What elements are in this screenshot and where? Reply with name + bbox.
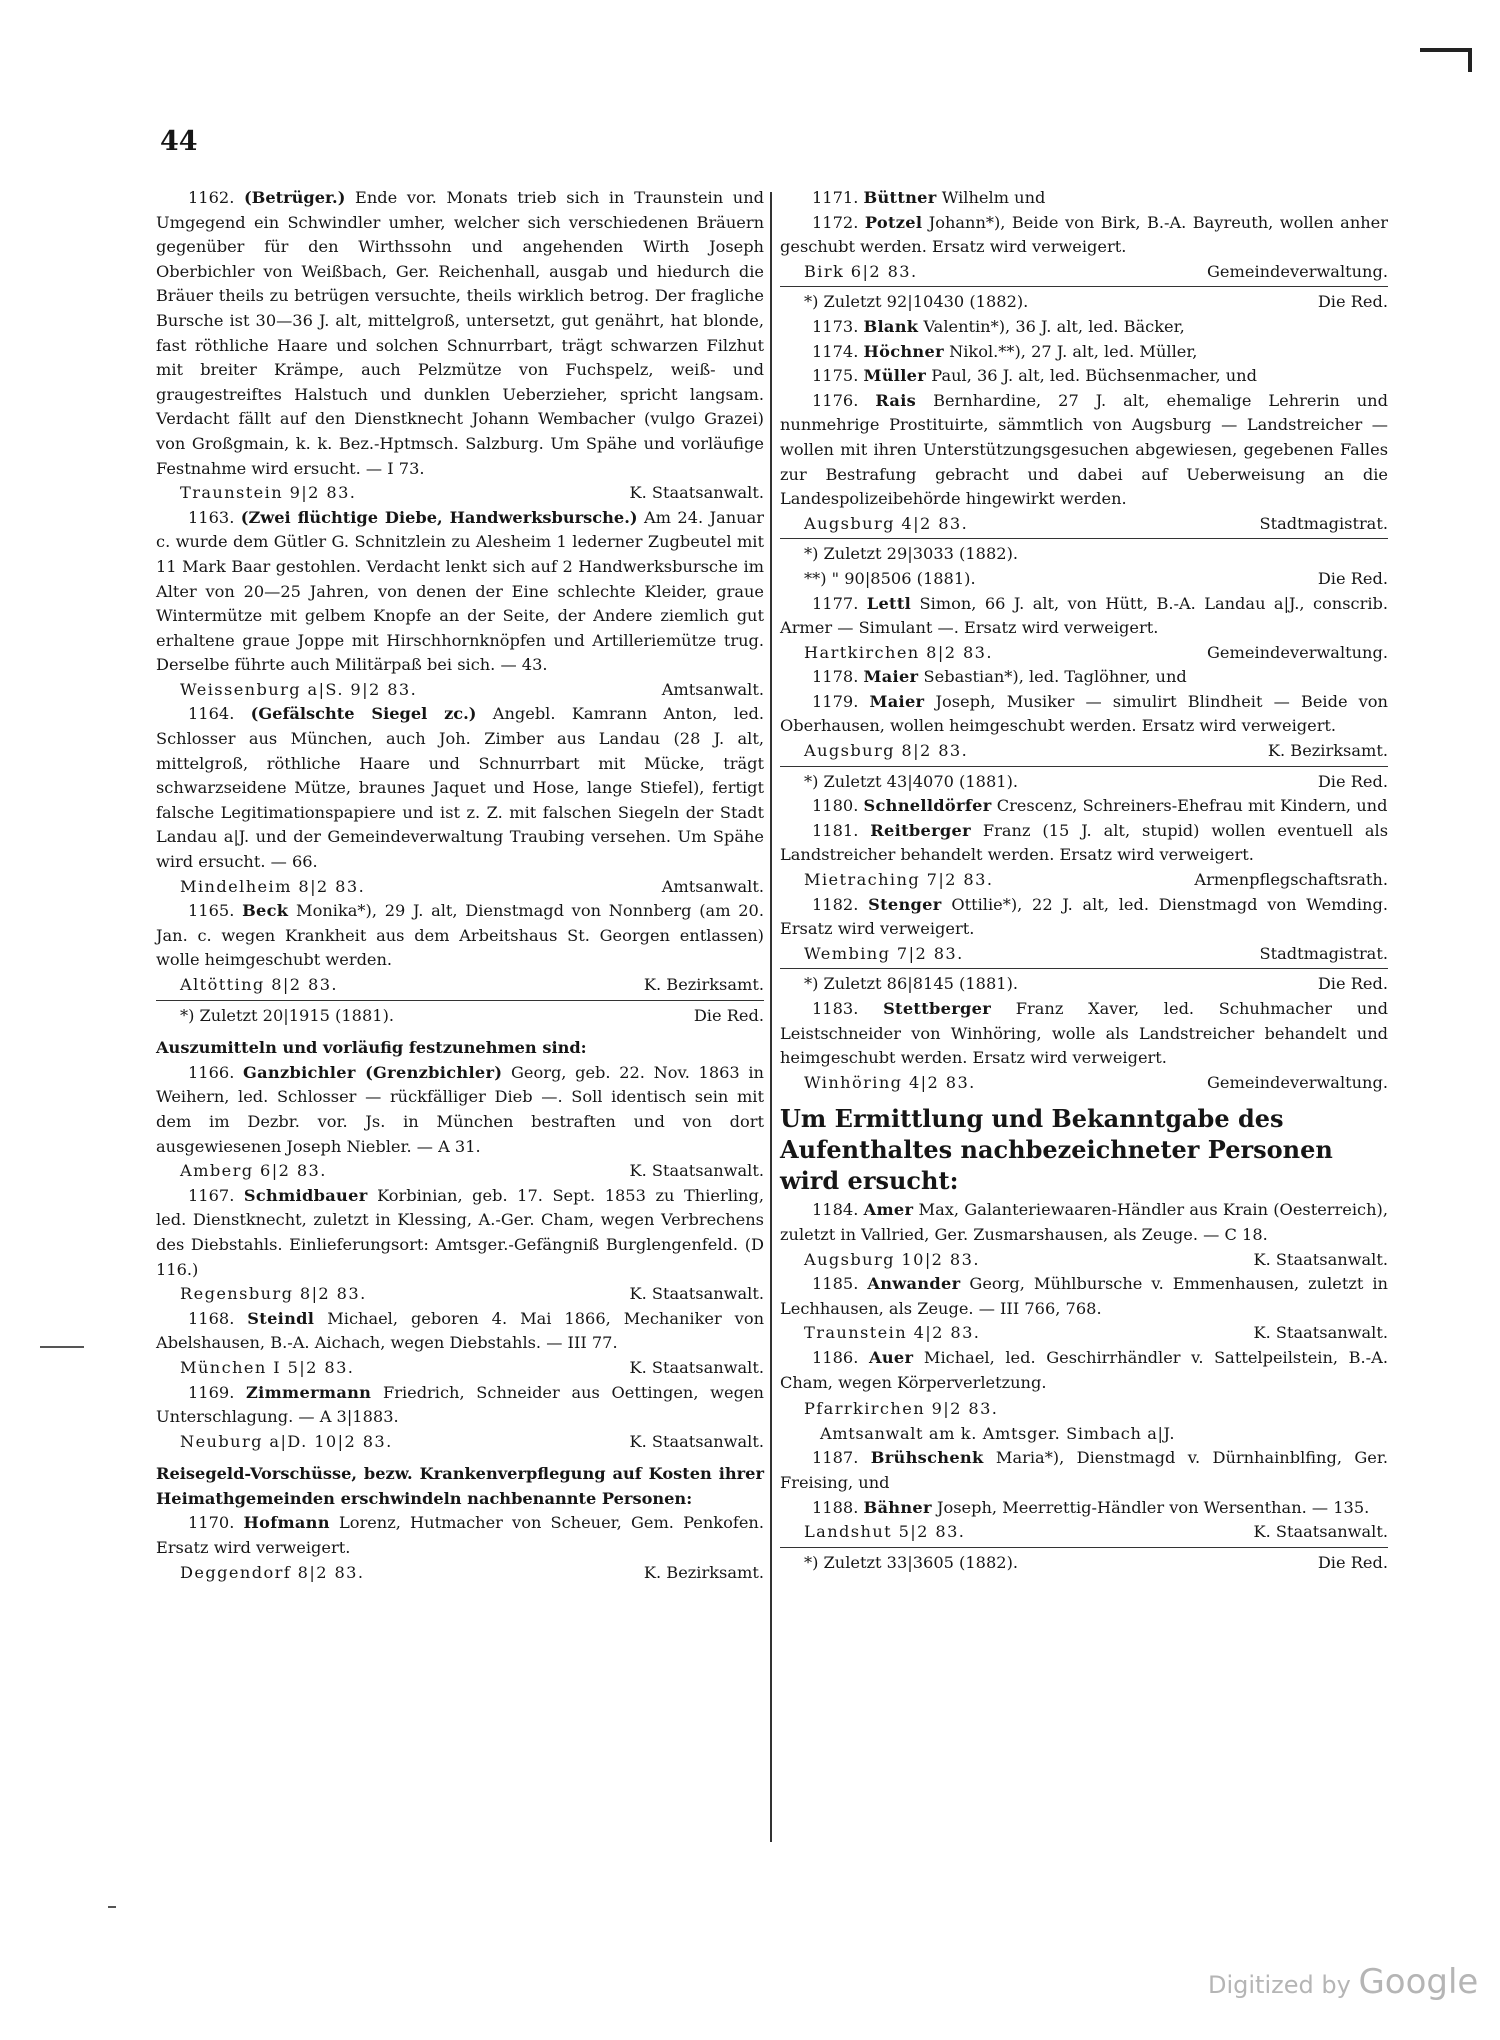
footnote-text: *) Zuletzt 20|1915 (1881). bbox=[180, 1005, 395, 1025]
footnote bbox=[780, 972, 1388, 997]
signature-office: Stadtmagistrat. bbox=[1259, 513, 1388, 533]
entry-text: Nikol.**), 27 J. alt, led. Müller, bbox=[949, 341, 1198, 361]
signature-place-date: Pfarrkirchen 9|2 83. bbox=[804, 1399, 999, 1419]
footnote-separator bbox=[780, 968, 1388, 969]
person-name: Höchner bbox=[863, 341, 944, 361]
person-name: Reitberger bbox=[870, 820, 971, 840]
notice-entry bbox=[780, 1446, 1388, 1495]
person-name: Schmidbauer bbox=[243, 1185, 368, 1205]
section-heading: Reisegeld-Vorschüsse, bezw. Krankenverpflegung auf Kosten ihrer Heimathgemeinden erschwindeln nachbenannte Personen: bbox=[156, 1464, 764, 1508]
notice-entry bbox=[780, 592, 1388, 641]
entry-text: Korbinian, geb. 17. Sept. 1853 zu Thierling, led. Dienstknecht, zuletzt in Klessing, A.-Ger. Cham, wegen Verbrechens des Diebstahls. Einlieferungsort: Amtsger.-Gefängniß Burglengenfeld. (D 116.) bbox=[156, 1185, 764, 1279]
person-name: Schnelldörfer bbox=[863, 796, 992, 816]
notice-entry bbox=[780, 665, 1388, 690]
footnote-text: *) Zuletzt 29|3033 (1882). bbox=[804, 544, 1019, 564]
entry-number: 1165. bbox=[188, 901, 235, 921]
entry-number: 1180. bbox=[812, 796, 859, 816]
signature-office: Gemeindeverwaltung. bbox=[1207, 1072, 1388, 1092]
signature-office: K. Staatsanwalt. bbox=[629, 483, 764, 503]
signature-place-date: Winhöring 4|2 83. bbox=[804, 1072, 976, 1092]
signature-line bbox=[156, 1282, 764, 1307]
signature-line bbox=[156, 1356, 764, 1381]
entry-number: 1167. bbox=[188, 1185, 235, 1205]
signature-line bbox=[780, 1520, 1388, 1545]
footnote-editor: Die Red. bbox=[1317, 568, 1388, 588]
signature-place-date: Altötting 8|2 83. bbox=[180, 975, 338, 994]
entry-number: 1174. bbox=[812, 341, 859, 361]
signature-place-date: Augsburg 10|2 83. bbox=[804, 1249, 980, 1269]
stray-scan-mark bbox=[108, 1906, 116, 1908]
signature-office: Gemeindeverwaltung. bbox=[1207, 642, 1388, 662]
signature-line bbox=[780, 1248, 1388, 1273]
entry-text: Michael, led. Geschirrhändler v. Sattelpeilstein, B.-A. Cham, wegen Körperverletzung. bbox=[780, 1347, 1388, 1392]
footnote-separator bbox=[780, 286, 1388, 287]
signature-line bbox=[780, 1321, 1388, 1346]
footnote-editor: Die Red. bbox=[1317, 771, 1388, 791]
entry-number: 1178. bbox=[812, 667, 859, 687]
signature-line bbox=[156, 1561, 764, 1586]
footnote-separator bbox=[780, 766, 1388, 767]
entry-text: Friedrich, Schneider aus Oettingen, wegen Unterschlagung. — A 3|1883. bbox=[156, 1382, 764, 1427]
person-name: Potzel bbox=[864, 212, 923, 232]
notice-entry bbox=[156, 1061, 764, 1159]
notice-entry bbox=[780, 893, 1388, 942]
digitized-watermark bbox=[1208, 1962, 1478, 2002]
entry-rubric: (Betrüger.) bbox=[243, 188, 346, 207]
entry-text: Joseph, Meerrettig-Händler von Wersenthan. — 135. bbox=[937, 1497, 1370, 1517]
notice-entry bbox=[780, 1272, 1388, 1321]
signature-line bbox=[780, 641, 1388, 666]
signature-office: K. Staatsanwalt. bbox=[629, 1431, 764, 1451]
signature-place-date: Landshut 5|2 83. bbox=[804, 1522, 966, 1542]
notice-entry bbox=[156, 506, 764, 678]
signature-office: K. Staatsanwalt. bbox=[629, 1284, 764, 1304]
footnote-editor: Die Red. bbox=[1317, 974, 1388, 994]
signature-place-date: Mindelheim 8|2 83. bbox=[180, 876, 366, 896]
right-column bbox=[780, 186, 1388, 1575]
entry-number: 1164. bbox=[188, 704, 235, 724]
entry-text: Ende vor. Monats trieb sich in Traunstein und Umgegend ein Schwindler umher, welcher sich verschiedenen Bräuern gegenüber für den Wirthssohn und angehenden Wirth Joseph Oberbichler von Weißbach, Ger. Reichenhall, ausgab und hiedurch die Bräuer theils zu betrügen versuchte, theils wirklich betrog. Der fragliche Bursche ist 30—36 J. alt, mittelgroß, untersetzt, gut genährt, hat blonde, fast röthliche Haare und solchen Schnurrbart, trägt schwarzen Filzhut mit breiter Krämpe, auch Pelzmütze von Fuchspelz, weiß- und graugestreiftes Halstuch und dunklen Ueberzieher, spricht langsam. Verdacht fällt auf den Dienstknecht Johann Wembacher (vulgo Grazei) von Großgmain, k. k. Bez.-Hptmsch. Salzburg. Um Spähe und vorläufige Festnahme wird ersucht. — I 73. bbox=[156, 188, 764, 478]
signature-line bbox=[780, 942, 1388, 967]
entry-number: 1175. bbox=[812, 366, 859, 386]
signature-place-date: Hartkirchen 8|2 83. bbox=[804, 642, 993, 662]
signature-office: K. Bezirksamt. bbox=[643, 975, 764, 994]
signature-place-date: Mietraching 7|2 83. bbox=[804, 870, 994, 890]
person-name: Lettl bbox=[866, 593, 912, 613]
notice-entry bbox=[156, 1307, 764, 1356]
person-name: Anwander bbox=[867, 1274, 961, 1294]
signature-line bbox=[156, 481, 764, 506]
signature-office: Amtsanwalt am k. Amtsger. Simbach a|J. bbox=[820, 1423, 1176, 1443]
entry-number: 1185. bbox=[812, 1274, 859, 1294]
column-divider bbox=[770, 192, 772, 1842]
entry-number: 1169. bbox=[188, 1382, 235, 1402]
person-name: Zimmermann bbox=[246, 1382, 372, 1402]
entry-number: 1162. bbox=[188, 188, 235, 207]
person-name: Brühschenk bbox=[870, 1448, 984, 1468]
footnote-text: *) Zuletzt 86|8145 (1881). bbox=[804, 974, 1019, 994]
signature-line bbox=[780, 739, 1388, 764]
person-name: Blank bbox=[863, 316, 919, 336]
footnote bbox=[780, 770, 1388, 795]
footnote bbox=[780, 542, 1388, 567]
entry-text: Max, Galanteriewaaren-Händler aus Krain (Oesterreich), zuletzt in Vallried, Ger. Zusmarshausen, als Zeuge. — C 18. bbox=[780, 1200, 1388, 1244]
signature-place-date: Neuburg a|D. 10|2 83. bbox=[180, 1431, 393, 1451]
entry-text: Crescenz, Schreiners-Ehefrau mit Kindern, und bbox=[996, 796, 1388, 816]
signature-office: K. Staatsanwalt. bbox=[1253, 1249, 1388, 1269]
signature-line bbox=[780, 1397, 1388, 1422]
footnote bbox=[156, 1004, 764, 1029]
footnote-text: *) Zuletzt 33|3605 (1882). bbox=[804, 1552, 1019, 1572]
notice-entry bbox=[780, 819, 1388, 868]
person-name: Rais bbox=[875, 390, 917, 410]
entry-number: 1166. bbox=[188, 1062, 235, 1082]
entry-text: Monika*), 29 J. alt, Dienstmagd von Nonnberg (am 20. Jan. c. wegen Krankheit aus dem Arbeitshaus St. Georgen entlassen) wolle heimgeschubt werden. bbox=[156, 901, 764, 970]
entry-rubric: (Zwei flüchtige Diebe, Handwerksbursche.) bbox=[240, 507, 638, 527]
footnote bbox=[780, 290, 1388, 315]
entry-number: 1181. bbox=[812, 820, 859, 840]
person-name: Hofmann bbox=[243, 1513, 330, 1533]
footnote-editor: Die Red. bbox=[1317, 1552, 1388, 1572]
notice-entry bbox=[780, 340, 1388, 365]
entry-text: Johann*), Beide von Birk, B.-A. Bayreuth, wollen anher geschubt werden. Ersatz wird verweigert. bbox=[780, 212, 1388, 257]
entry-text: Maria*), Dienstmagd v. Dürnhainblfing, Ger. Freising, und bbox=[780, 1448, 1388, 1492]
signature-place-date: Regensburg 8|2 83. bbox=[180, 1284, 367, 1304]
entry-number: 1182. bbox=[812, 894, 859, 914]
section-heading-large: Um Ermittlung und Bekanntgabe des Aufenthaltes nachbezeichneter Personen wird ersucht: bbox=[780, 1104, 1333, 1196]
signature-place-date: Augsburg 8|2 83. bbox=[804, 741, 969, 761]
signature-line bbox=[156, 1159, 764, 1184]
signature-place-date: Weissenburg a|S. 9|2 83. bbox=[180, 679, 418, 699]
entry-text: Bernhardine, 27 J. alt, ehemalige Lehrerin und nunmehrige Prostituirte, sämmtlich von Augsburg — Landstreicher — wollen mit ihren Unterstützungsgesuchen abgewiesen, gegebenen Falles zur Bestrafung gebracht und dabei auf Ueberweisung an die Landespolizeibehörde hingewirkt werden. bbox=[780, 390, 1388, 509]
left-column bbox=[156, 186, 764, 1585]
footnote-editor: Die Red. bbox=[693, 1005, 764, 1025]
person-name: Stettberger bbox=[883, 999, 992, 1018]
notice-entry bbox=[780, 211, 1388, 260]
entry-number: 1170. bbox=[188, 1513, 235, 1533]
entry-number: 1173. bbox=[812, 316, 859, 336]
notice-entry bbox=[156, 899, 764, 973]
notice-entry bbox=[780, 1198, 1388, 1247]
entry-text: Wilhelm und bbox=[941, 188, 1046, 207]
entry-number: 1184. bbox=[812, 1200, 859, 1220]
footnote bbox=[780, 1551, 1388, 1576]
footnote-text: *) Zuletzt 43|4070 (1881). bbox=[804, 771, 1019, 791]
person-name: Beck bbox=[242, 901, 289, 921]
entry-text: Georg, geb. 22. Nov. 1863 in Weihern, led. Schlosser — rückfälliger Dieb —. Soll identisch sein mit dem im Dezbr. vor. Js. in München bestraften und von dort ausgewiesenen Joseph Niebler. — A 31. bbox=[156, 1062, 764, 1156]
notice-entry bbox=[780, 364, 1388, 389]
signature-place-date: München I 5|2 83. bbox=[180, 1357, 355, 1377]
person-name: Büttner bbox=[863, 188, 937, 207]
notice-entry bbox=[156, 1381, 764, 1430]
signature-line bbox=[156, 1430, 764, 1455]
person-name: Amer bbox=[863, 1200, 914, 1220]
signature-place-date: Traunstein 9|2 83. bbox=[180, 483, 357, 503]
signature-line bbox=[156, 678, 764, 703]
notice-entry bbox=[156, 186, 764, 481]
notice-entry bbox=[156, 702, 764, 874]
entry-text: Simon, 66 J. alt, von Hütt, B.-A. Landau a|J., conscrib. Armer — Simulant —. Ersatz wird verweigert. bbox=[780, 593, 1389, 638]
entry-number: 1188. bbox=[812, 1497, 859, 1517]
signature-place-date: Traunstein 4|2 83. bbox=[804, 1323, 981, 1343]
watermark-prefix: Digitized by bbox=[1208, 1971, 1351, 1999]
footnote-editor: Die Red. bbox=[1317, 292, 1388, 312]
signature-place-date: Wembing 7|2 83. bbox=[804, 943, 964, 963]
footnote-separator bbox=[156, 1000, 764, 1001]
person-name: Maier bbox=[863, 667, 919, 687]
entry-number: 1177. bbox=[812, 593, 859, 613]
footnote bbox=[780, 567, 1388, 592]
page-number: 44 bbox=[160, 126, 198, 157]
person-name: Stenger bbox=[868, 894, 942, 914]
signature-office: K. Bezirksamt. bbox=[643, 1562, 764, 1582]
signature-place-date: Amberg 6|2 83. bbox=[180, 1161, 327, 1181]
signature-office: Armenpflegschaftsrath. bbox=[1194, 870, 1388, 890]
section-heading: Auszumitteln und vorläufig festzunehmen sind: bbox=[156, 1038, 587, 1058]
signature-line bbox=[780, 868, 1388, 893]
signature-block bbox=[780, 1397, 1388, 1446]
stray-scan-mark bbox=[40, 1346, 84, 1348]
entry-rubric: (Gefälschte Siegel zc.) bbox=[250, 704, 477, 724]
notice-entry bbox=[780, 1496, 1388, 1521]
footnote-separator bbox=[780, 538, 1388, 539]
footnote-separator bbox=[780, 1547, 1388, 1548]
signature-office: K. Bezirksamt. bbox=[1267, 741, 1388, 761]
person-name: Maier bbox=[869, 691, 925, 711]
signature-place-date: Birk 6|2 83. bbox=[804, 261, 918, 281]
entry-text: Michael, geboren 4. Mai 1866, Mechaniker von Abelshausen, B.-A. Aichach, wegen Diebstahls. — III 77. bbox=[156, 1308, 764, 1353]
signature-office: K. Staatsanwalt. bbox=[629, 1161, 764, 1181]
notice-entry bbox=[780, 1346, 1388, 1395]
person-name: Ganzbichler (Grenzbichler) bbox=[243, 1062, 503, 1082]
notice-entry bbox=[780, 186, 1388, 211]
signature-office: K. Staatsanwalt. bbox=[1253, 1522, 1388, 1542]
footnote-text: **) " 90|8506 (1881). bbox=[804, 568, 976, 588]
corner-crop-mark bbox=[1420, 48, 1472, 72]
signature-line bbox=[780, 260, 1388, 285]
entry-number: 1187. bbox=[812, 1448, 859, 1468]
entry-number: 1163. bbox=[188, 507, 235, 527]
footnote-text: *) Zuletzt 92|10430 (1882). bbox=[804, 292, 1029, 312]
google-logo: Google bbox=[1358, 1962, 1479, 2002]
signature-office: K. Staatsanwalt. bbox=[1253, 1323, 1388, 1343]
signature-office: K. Staatsanwalt. bbox=[629, 1357, 764, 1377]
entry-text: Am 24. Januar c. wurde dem Gütler G. Schnitzlein zu Alesheim 1 lederner Zugbeutel mit 11 Mark Baar gestohlen. Verdacht lenkt sich auf 2 Handwerksbursche im Alter von 20—25 Jahren, von denen der Eine schlechte Kleider, graue Wintermütze mit gelbem Knopfe an der Seite, der Andere ziemlich gut erhaltene graue Joppe mit Hirschhornknöpfen und Artilleriemütze trug. Derselbe führte auch Militärpaß bei sich. — 43. bbox=[156, 507, 764, 675]
signature-line bbox=[156, 973, 764, 998]
person-name: Müller bbox=[863, 366, 927, 386]
entry-text: Joseph, Musiker — simulirt Blindheit — Beide von Oberhausen, wollen heimgeschubt werden. Ersatz wird verweigert. bbox=[780, 691, 1388, 736]
signature-office: Amtsanwalt. bbox=[661, 876, 764, 896]
person-name: Auer bbox=[868, 1347, 914, 1367]
entry-text: Valentin*), 36 J. alt, led. Bäcker, bbox=[923, 316, 1185, 336]
entry-text: Georg, Mühlbursche v. Emmenhausen, zuletzt in Lechhausen, als Zeuge. — III 766, 768. bbox=[780, 1274, 1388, 1318]
signature-office: Stadtmagistrat. bbox=[1259, 943, 1388, 963]
entry-text: Lorenz, Hutmacher von Scheuer, Gem. Penkofen. Ersatz wird verweigert. bbox=[156, 1513, 764, 1558]
notice-entry bbox=[780, 690, 1388, 739]
entry-text: Franz Xaver, led. Schuhmacher und Leistschneider von Winhöring, wolle als Landstreicher behandelt und heimgeschubt werden. Ersatz wird verweigert. bbox=[780, 999, 1388, 1068]
entry-text: Angebl. Kamrann Anton, led. Schlosser aus München, auch Joh. Zimber aus Landau (28 J. alt, mittelgroß, röthliche Haare und Schnurrbart mit Mücke, trägt schwarzseidene Mütze, braunes Jaquet und Hose, lange Stiefel), fertigt falsche Legitimationspapiere und ist z. Z. mit falschen Siegeln der Stadt Landau a|J. und der Gemeindeverwaltung Traubing versehen. Um Spähe wird ersucht. — 66. bbox=[156, 704, 764, 872]
signature-place-date: Augsburg 4|2 83. bbox=[804, 513, 969, 533]
signature-line bbox=[780, 1071, 1388, 1096]
entry-text: Franz (15 J. alt, stupid) wollen eventuell als Landstreicher behandelt werden. Ersatz wird verweigert. bbox=[780, 820, 1388, 865]
signature-place-date: Deggendorf 8|2 83. bbox=[180, 1562, 365, 1582]
notice-entry bbox=[156, 1511, 764, 1560]
entry-number: 1186. bbox=[812, 1347, 859, 1367]
entry-text: Sebastian*), led. Taglöhner, und bbox=[923, 667, 1187, 687]
entry-number: 1183. bbox=[812, 999, 859, 1018]
signature-office: Amtsanwalt. bbox=[661, 679, 764, 699]
entry-number: 1179. bbox=[812, 691, 859, 711]
entry-number: 1172. bbox=[812, 212, 859, 232]
notice-entry bbox=[780, 997, 1388, 1071]
entry-text: Paul, 36 J. alt, led. Büchsenmacher, und bbox=[931, 366, 1257, 386]
notice-entry bbox=[780, 794, 1388, 819]
notice-entry bbox=[780, 315, 1388, 340]
person-name: Bähner bbox=[863, 1497, 932, 1517]
person-name: Steindl bbox=[247, 1308, 315, 1328]
notice-entry bbox=[780, 389, 1388, 512]
entry-number: 1176. bbox=[812, 390, 859, 410]
notice-entry bbox=[156, 1184, 764, 1282]
signature-line bbox=[156, 875, 764, 900]
entry-text: Ottilie*), 22 J. alt, led. Dienstmagd von Wemding. Ersatz wird verweigert. bbox=[780, 894, 1388, 939]
signature-line bbox=[780, 512, 1388, 537]
entry-number: 1168. bbox=[188, 1308, 235, 1328]
entry-number: 1171. bbox=[812, 188, 859, 207]
signature-office: Gemeindeverwaltung. bbox=[1207, 261, 1388, 281]
